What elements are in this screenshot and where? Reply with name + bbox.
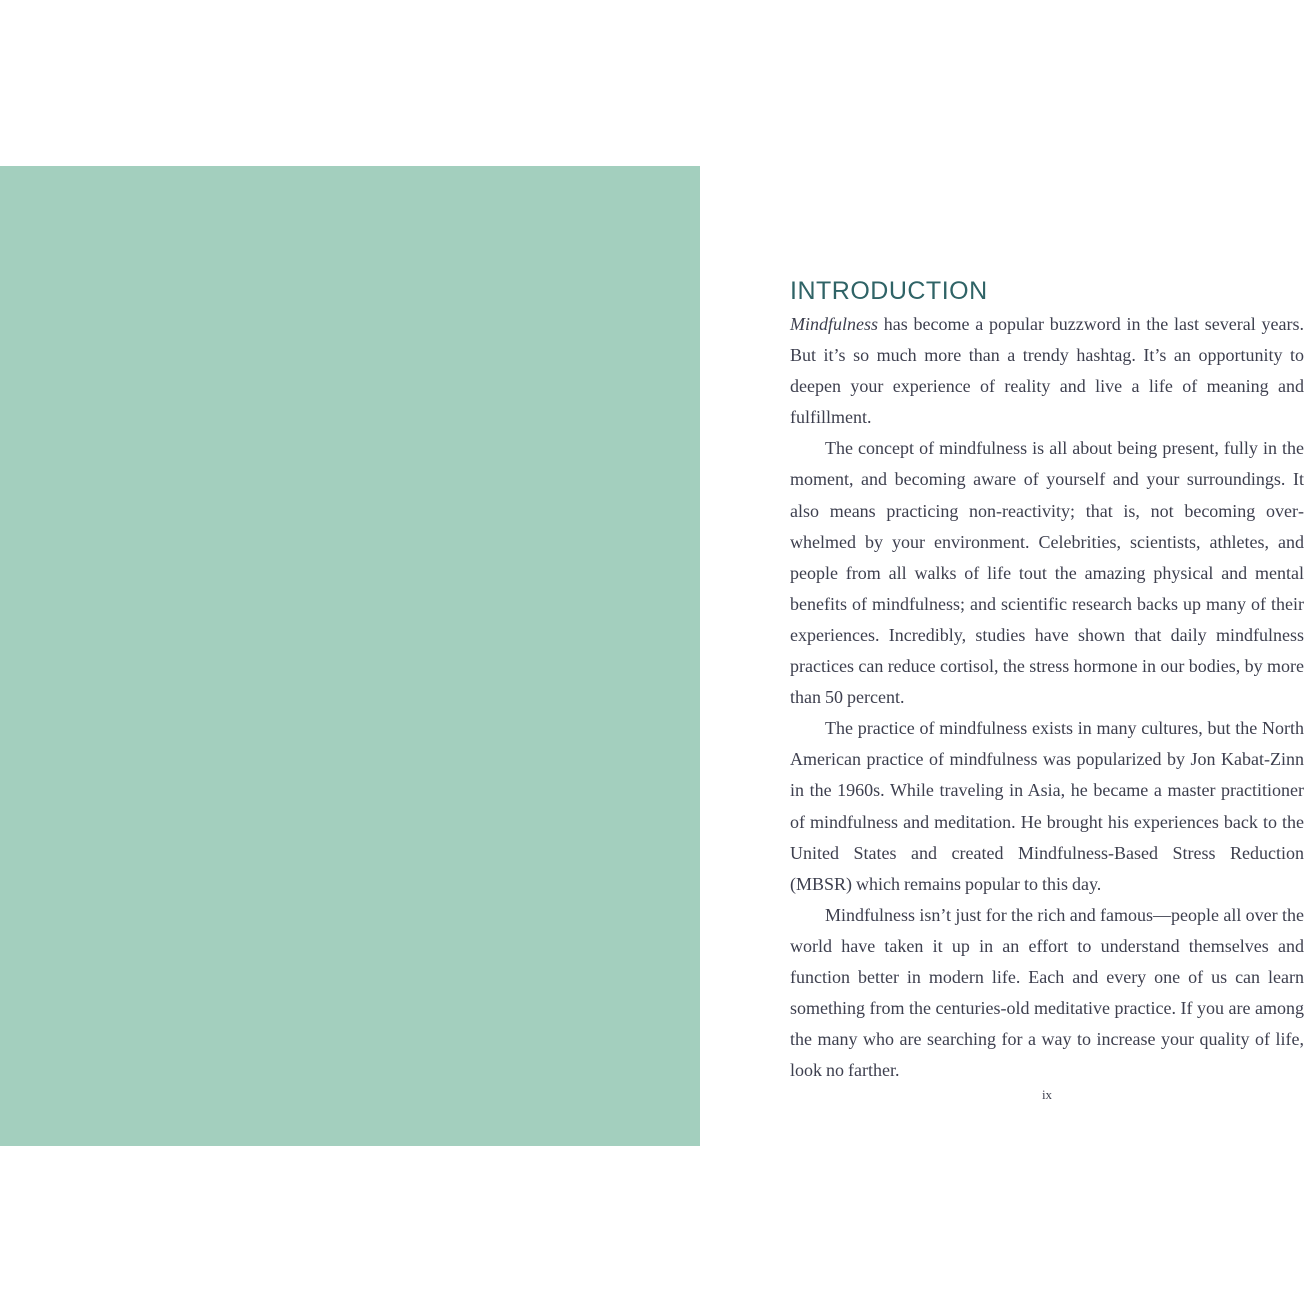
paragraph-1 — [790, 309, 1304, 433]
paragraph-1-italic-term: Mindfulness — [790, 314, 878, 334]
paragraph-1-text: has become a popular buzzword in the last several years. But it’s so much more than a trendy hashtag. It’s an opportunity to deepen your experience of reality and live a life of meaning and fulfillment. — [790, 314, 1304, 428]
paragraph-4: Mindfulness isn’t just for the rich and famous—people all over the world have taken it up in an effort to understand themselves and function better in modern life. Each and every one of us can learn something from the centuries-old meditative practice. If you are among the many who are searching for a way to increase your quality of life, look no farther. — [790, 904, 1304, 1081]
left-color-panel — [0, 166, 700, 1146]
section-heading: INTRODUCTION — [790, 277, 988, 305]
paragraph-2: The concept of mindfulness is all about being present, fully in the moment, and becoming aware of yourself and your surroundings. It also means practicing non-reactivity; that is, not becoming overwhelmed by your environment. Celebrities, scientists, athletes, and people from all walks of life tout the amazing physical and mental benefits of mindfulness; and scientific research backs up many of their experiences. Incredibly, studies have shown that daily mindfulness practices can reduce cortisol, the stress hormone in our bodies, by more than 50 percent. — [790, 438, 1304, 708]
page-content — [790, 275, 1304, 1086]
paragraph-3: The practice of mindfulness exists in many cultures, but the North American practice of mindfulness was popularized by Jon Kabat-Zinn in the 1960s. While traveling in Asia, he became a master practitioner of mindfulness and meditation. He brought his experiences back to the United States and created Mindfulness-Based Stress Reduction (MBSR) which remains popular to this day. — [790, 718, 1304, 894]
page-number: ix — [1041, 1087, 1053, 1102]
